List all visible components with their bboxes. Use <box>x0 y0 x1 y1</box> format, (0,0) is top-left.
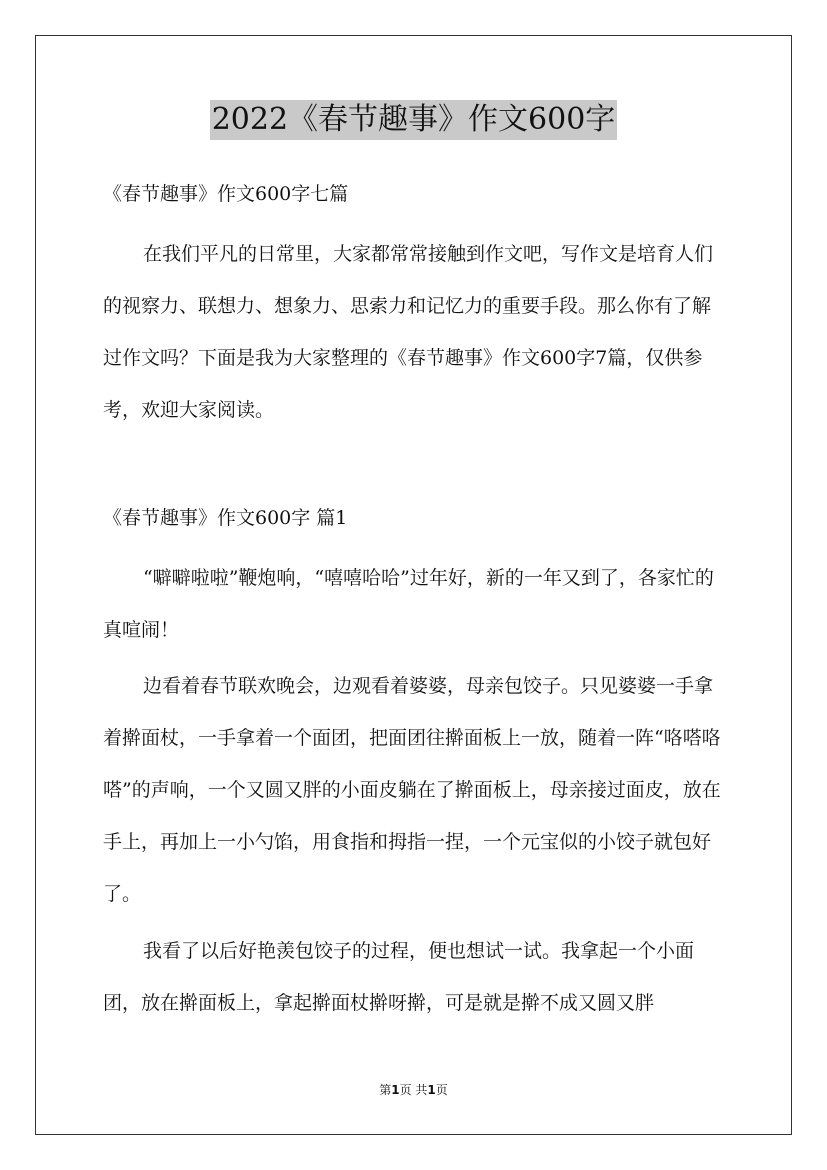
section-heading: 《春节趣事》作文600字 篇1 <box>103 507 348 529</box>
title-container <box>0 100 827 140</box>
footer-suffix: 页 <box>435 1083 448 1097</box>
footer-page-number: 1 <box>391 1083 400 1097</box>
footer-prefix: 第 <box>379 1083 392 1097</box>
intro-paragraph: 在我们平凡的日常里，大家都常常接触到作文吧，写作文是培育人们的视察力、联想力、想象力、思索力和记忆力的重要手段。那么你有了解过作文吗？下面是我为大家整理的《春节趣事》作文600字7篇，仅供参考，欢迎大家阅读。 <box>103 243 714 421</box>
body-paragraph: 边看着春节联欢晚会，边观看着婆婆，母亲包饺子。只见婆婆一手拿着擀面杖，一手拿着一个面团，把面团往擀面板上一放，随着一阵“咯嗒咯嗒”的声响，一个又圆又胖的小面皮躺在了擀面板上，母亲接过面皮，放在手上，再加上一小勺馅，用食指和拇指一捏，一个元宝似的小饺子就包好了。 <box>103 675 721 905</box>
footer-total-pages: 1 <box>427 1083 436 1097</box>
body-paragraph: 我看了以后好艳羡包饺子的过程，便也想试一试。我拿起一个小面团，放在擀面板上，拿起擀面杖擀呀擀，可是就是擀不成又圆又胖 <box>103 940 695 1014</box>
body-paragraph: “噼噼啦啦”鞭炮响，“嘻嘻哈哈”过年好，新的一年又到了，各家忙的真喧闹！ <box>103 567 714 641</box>
page-footer <box>0 1082 827 1098</box>
document-title: 2022《春节趣事》作文600字 <box>210 100 618 140</box>
footer-middle: 页 共 <box>399 1083 428 1097</box>
document-subtitle: 《春节趣事》作文600字七篇 <box>103 183 349 205</box>
